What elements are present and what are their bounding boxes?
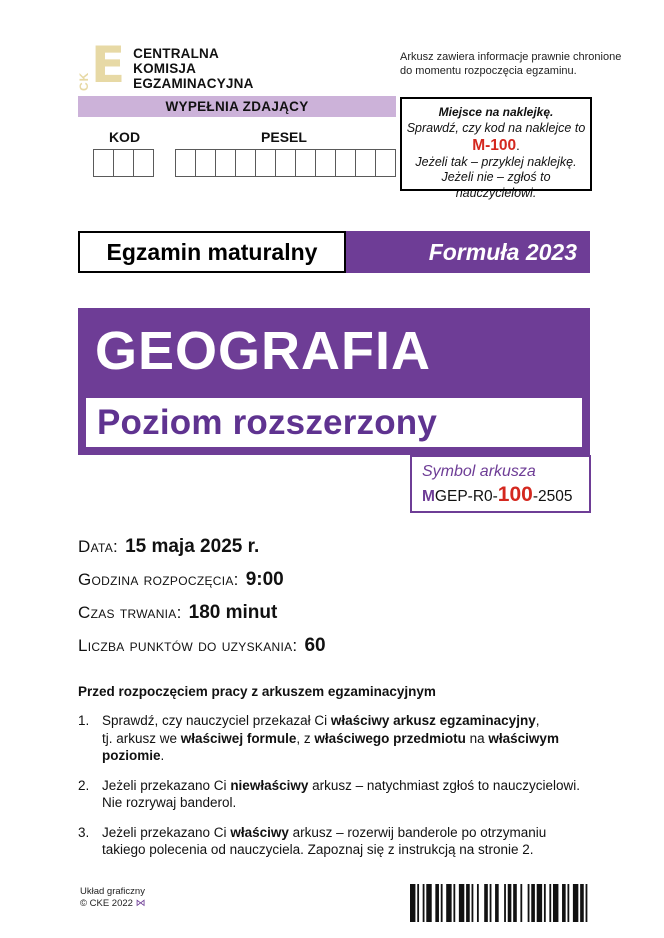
sticker-check-line: Sprawdź, czy kod na naklejce to bbox=[406, 121, 586, 135]
cke-org-line: EGZAMINACYJNA bbox=[133, 76, 254, 91]
barcode-icon bbox=[410, 884, 591, 922]
sticker-code: M-100 bbox=[472, 136, 517, 154]
instruction-number: 1. bbox=[78, 713, 90, 728]
info-value: 180 minut bbox=[188, 602, 278, 623]
sticker-placement-box bbox=[400, 97, 592, 200]
instructions-heading: Przed rozpoczęciem pracy z arkuszem egzaminacyjnym bbox=[78, 684, 436, 699]
fill-cell[interactable] bbox=[235, 149, 256, 177]
instruction-text: Jeżeli przekazano Ci niewłaściwy arkusz – natychmiast zgłoś to nauczycielowi. Nie rozrywaj banderol. bbox=[102, 777, 580, 810]
sheet-symbol-code bbox=[422, 482, 589, 510]
fill-by-candidate-bar: WYPEŁNIA ZDAJĄCY bbox=[78, 96, 396, 117]
level-box bbox=[86, 398, 582, 447]
legal-note-line: Arkusz zawiera informacje prawnie chronione bbox=[400, 51, 622, 63]
sticker-code-suffix: . bbox=[516, 137, 520, 153]
symbol-code-mid: GEP-R0- bbox=[434, 488, 498, 505]
sticker-yes-line: Jeżeli tak – przyklej naklejkę. bbox=[415, 154, 577, 169]
sticker-no-line: Jeżeli nie – zgłoś to nauczycielowi. bbox=[441, 170, 551, 200]
sticker-code-line bbox=[402, 137, 590, 155]
instruction-number: 2. bbox=[78, 777, 90, 793]
pesel-cells bbox=[175, 149, 396, 177]
subject-panel bbox=[78, 308, 590, 455]
formula-label: Formuła 2023 bbox=[346, 231, 590, 273]
fill-cell[interactable] bbox=[255, 149, 276, 177]
cke-logo-e-glyph: E bbox=[91, 36, 126, 94]
fill-cell[interactable] bbox=[175, 149, 196, 177]
symbol-code-highlight: 100 bbox=[497, 483, 533, 506]
kod-label: KOD bbox=[108, 129, 141, 145]
cke-mini-mark-icon: ⋈ bbox=[135, 898, 146, 909]
info-line-duration bbox=[78, 602, 326, 635]
instruction-text: Jeżeli przekazano Ci właściwy arkusz – rozerwij banderole po otrzymaniu takiego polecenia od nauczyciela. Zapoznaj się z instrukcją na stronie 2. bbox=[102, 824, 547, 857]
instruction-item bbox=[78, 777, 592, 812]
instruction-item bbox=[78, 824, 592, 859]
exam-info-block bbox=[78, 536, 326, 668]
instruction-text: Sprawdź, czy nauczyciel przekazał Ci właściwy arkusz egzaminacyjny, tj. arkusz we właściwej formule, z właściwego przedmiotu na właściwym poziomie. bbox=[102, 713, 559, 763]
fill-cell[interactable] bbox=[375, 149, 396, 177]
info-value: 60 bbox=[304, 635, 326, 656]
kod-cells bbox=[93, 149, 154, 177]
instruction-number: 3. bbox=[78, 824, 90, 840]
cke-org-line: CENTRALNA bbox=[133, 46, 219, 61]
fill-cell[interactable] bbox=[275, 149, 296, 177]
info-label: Data: bbox=[78, 537, 119, 556]
sheet-symbol-label: Symbol arkusza bbox=[422, 463, 536, 480]
exam-formula-banner bbox=[78, 231, 590, 273]
sticker-title: Miejsce na naklejkę. bbox=[438, 105, 554, 119]
cke-logo bbox=[77, 36, 254, 94]
info-label: Godzina rozpoczęcia: bbox=[78, 570, 239, 589]
sheet-symbol-box bbox=[410, 455, 591, 513]
fill-cell[interactable] bbox=[113, 149, 134, 177]
info-value: 9:00 bbox=[245, 569, 284, 590]
cke-org-name bbox=[133, 44, 253, 91]
info-line-start-time bbox=[78, 569, 326, 602]
fill-cell[interactable] bbox=[133, 149, 154, 177]
credit-line: © CKE 2022 ⋈ bbox=[80, 898, 146, 909]
fill-cell[interactable] bbox=[355, 149, 376, 177]
legal-note bbox=[400, 51, 621, 78]
fill-cell[interactable] bbox=[315, 149, 336, 177]
info-label: Czas trwania: bbox=[78, 603, 182, 622]
credit-line: Układ graficzny bbox=[80, 886, 145, 897]
info-label: Liczba punktów do uzyskania: bbox=[78, 636, 298, 655]
fill-cell[interactable] bbox=[93, 149, 114, 177]
cke-logo-icon bbox=[77, 36, 126, 94]
instructions-section bbox=[78, 684, 592, 871]
legal-note-line: do momentu rozpoczęcia egzaminu. bbox=[400, 64, 577, 77]
fill-cell[interactable] bbox=[195, 149, 216, 177]
info-line-date bbox=[78, 536, 326, 569]
fill-cell[interactable] bbox=[215, 149, 236, 177]
symbol-code-suffix: -2505 bbox=[532, 488, 573, 505]
instruction-item bbox=[78, 712, 592, 765]
cke-org-line: KOMISJA bbox=[133, 61, 197, 76]
symbol-code-prefix: M bbox=[422, 488, 435, 505]
cke-logo-ck-text: CK bbox=[77, 71, 91, 91]
level-label: Poziom rozszerzony bbox=[97, 402, 438, 442]
info-value: 15 maja 2025 r. bbox=[125, 536, 260, 557]
subject-title: GEOGRAFIA bbox=[95, 321, 432, 381]
info-line-max-points bbox=[78, 635, 326, 668]
layout-credit bbox=[80, 886, 146, 910]
pesel-label: PESEL bbox=[261, 129, 307, 145]
fill-cell[interactable] bbox=[335, 149, 356, 177]
fill-cell[interactable] bbox=[295, 149, 316, 177]
exam-type-label: Egzamin maturalny bbox=[78, 231, 346, 273]
